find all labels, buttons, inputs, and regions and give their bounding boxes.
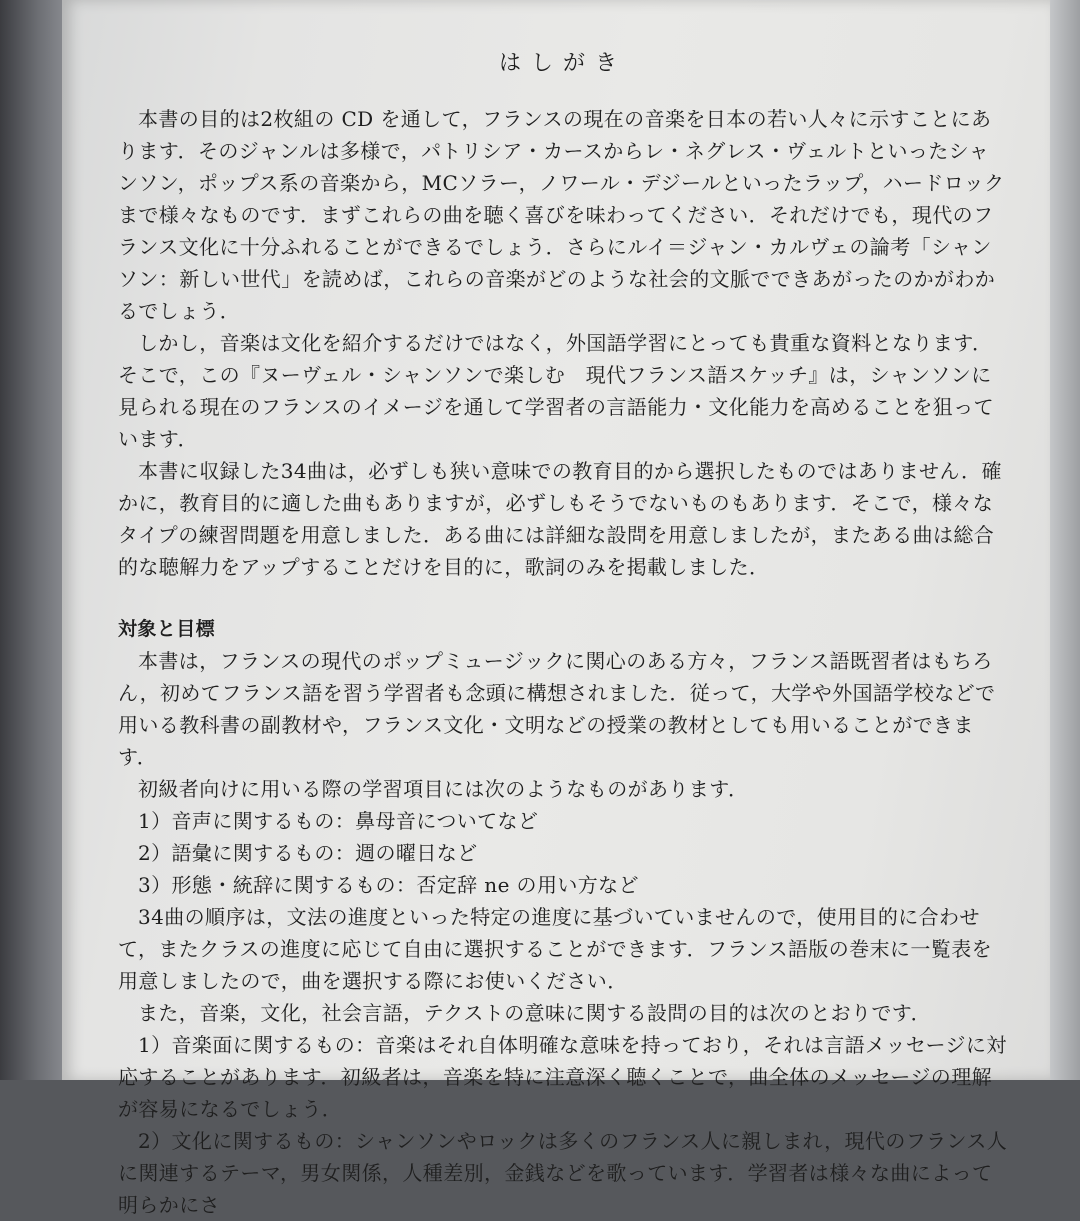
list-item-phonetics: 1）音声に関するもの：鼻母音についてなど — [138, 809, 539, 833]
page-title: はしがき — [498, 51, 627, 76]
list-item-morphology: 3）形態・統辞に関するもの：否定辞 ne の用い方など — [138, 873, 639, 897]
section-paragraph-6: 2）文化に関するもの：シャンソンやロックは多くのフランス人に親しまれ，現代のフランス人に関連するテーマ，男女関係，人種差別，金銭などを歌っています．学習者は様々な曲によって明らかにさ — [118, 1129, 1008, 1217]
intro-paragraph-2: しかし，音楽は文化を紹介するだけではなく，外国語学習にとっても貴重な資料となります．そこで，この『ヌーヴェル・シャンソンで楽しむ 現代フランス語スケッチ』は，シャンソンに見られる現在のフランスのイメージを通して学習者の言語能力・文化能力を高めることを狙っています． — [118, 331, 994, 451]
list-item-vocabulary: 2）語彙に関するもの：週の曜日など — [138, 841, 478, 865]
section-paragraph-5: 1）音楽面に関するもの：音楽はそれ自体明確な意味を持っており，それは言語メッセージに対応することがあります．初級者は，音楽を特に注意深く聴くことで，曲全体のメッセージの理解が容易になるでしょう． — [118, 1033, 1007, 1121]
book-binding — [0, 0, 70, 1080]
intro-paragraph-1: 本書の目的は2枚組の CD を通して，フランスの現在の音楽を日本の若い人々に示すことにあります．そのジャンルは多様で，パトリシア・カースからレ・ネグレス・ヴェルトといったシャンソン，ポップス系の音楽から，MCソラー，ノワール・デジールといったラップ，ハードロックまで様々なものです．まずこれらの曲を聴く喜びを味わってください．それだけでも，現代のフランス文化に十分ふれることができるでしょう．さらにルイ＝ジャン・カルヴェの論考「シャンソン：新しい世代」を読めば，これらの音楽がどのような社会的文脈でできあがったのかがわかるでしょう． — [118, 107, 1005, 323]
next-page-edge — [1048, 0, 1080, 1080]
section-paragraph-4: また，音楽，文化，社会言語，テクストの意味に関する設問の目的は次のとおりです． — [138, 1001, 931, 1025]
section-heading: 対象と目標 — [118, 618, 216, 640]
page-content — [118, 40, 1008, 1221]
section-paragraph-1: 本書は，フランスの現代のポップミュージックに関心のある方々，フランス語既習者はもちろん，初めてフランス語を習う学習者も念頭に構想されました．従って，大学や外国語学校などで用いる教科書の副教材や，フランス文化・文明などの授業の教材としても用いることができます． — [118, 649, 996, 769]
section-paragraph-3: 34曲の順序は，文法の進度といった特定の進度に基づいていませんので，使用目的に合わせて，またクラスの進度に応じて自由に選択することができます．フランス語版の巻末に一覧表を用意しましたので，曲を選択する際にお使いください． — [118, 905, 992, 993]
book-page — [62, 0, 1050, 1217]
intro-paragraph-3: 本書に収録した34曲は，必ずしも狭い意味での教育目的から選択したものではありません．確かに，教育目的に適した曲もありますが，必ずしもそうでないものもあります．そこで，様々なタイプの練習問題を用意しました．ある曲には詳細な設問を用意しましたが，またある曲は総合的な聴解力をアップすることだけを目的に，歌詞のみを掲載しました． — [118, 459, 1002, 579]
section-paragraph-2: 初級者向けに用いる際の学習項目には次のようなものがあります． — [138, 777, 749, 801]
